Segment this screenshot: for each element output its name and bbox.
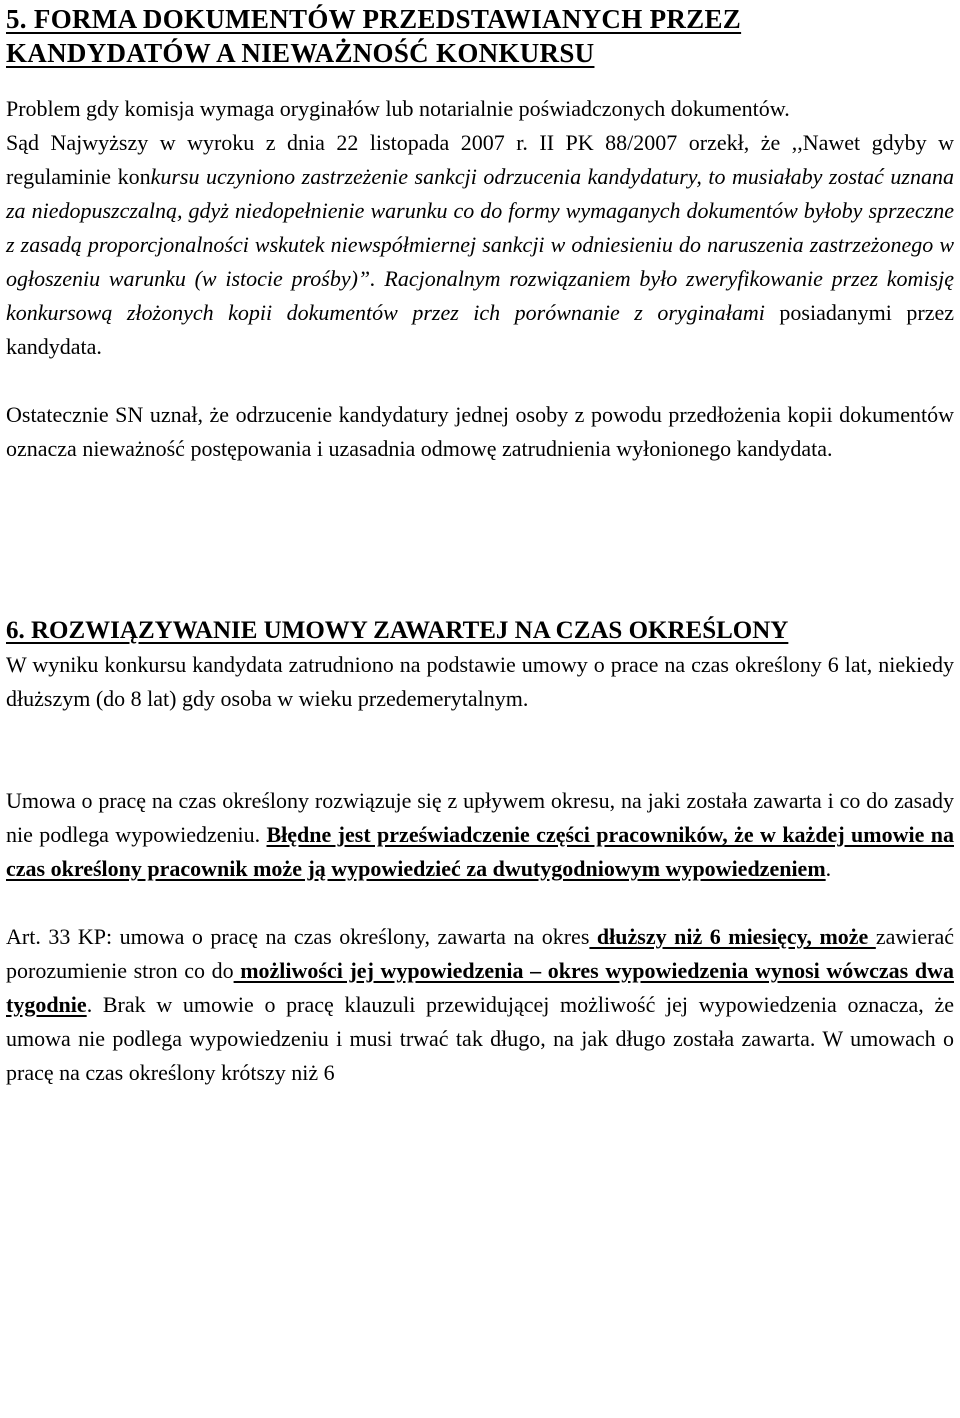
section-5-paragraph-2 — [6, 126, 954, 364]
article-33-emphasis-b: dłuższy niż 6 miesięcy, może — [589, 924, 876, 949]
section-6-paragraph-3 — [6, 920, 954, 1090]
ruling-quote-text: kursu uczyniono zastrzeżenie sankcji odrzucenia kandydatury, to musiałaby zostać uznana za niedopuszczalną, gdyż niedopełnienie warunku co do formy wymaganych dokumentów byłoby sprzeczne z zasadą proporcjonalności wskutek niewspółmiernej sankcji w odniesieniu do naruszenia zastrzeżonego w ogłoszeniu warunku (w istocie prośby)”. Racjonalnym rozwiązaniem było zweryfikowanie przez komisję konkursową złożonych kopii dokumentów przez ich porównanie z oryginałami — [6, 164, 954, 325]
section-6-title: 6. ROZWIĄZYWANIE UMOWY ZAWARTEJ NA CZAS OKREŚLONY — [6, 617, 789, 644]
section-5-title-line-1: 5. FORMA DOKUMENTÓW PRZEDSTAWIANYCH PRZEZ — [6, 4, 742, 34]
ruling-end-text: posiadanymi przez kandydata. — [6, 300, 954, 359]
section-5-paragraph-3: Ostatecznie SN uznał, że odrzucenie kandydatury jednej osoby z powodu przedłożenia kopii dokumentów oznacza nieważność postępowania i uzasadnia odmowę zatrudnienia wyłonionego kandydata. — [6, 402, 954, 461]
article-33-text-c: zawierać porozumienie stron co do — [6, 924, 954, 983]
section-6-paragraph-2 — [6, 784, 954, 886]
section-5-title — [6, 2, 954, 70]
document-page — [0, 2, 960, 1418]
section-6-paragraph-1: W wyniku konkursu kandydata zatrudniono na podstawie umowy o prace na czas określony 6 lat, niekiedy dłuższym (do 8 lat) gdy osoba w wieku przedemerytalnym. — [6, 652, 954, 711]
contract-plain-text: Umowa o pracę na czas określony rozwiązuje się z upływem okresu, na jaki została zawarta i co do zasady nie podlega wypowiedzeniu. — [6, 788, 954, 847]
contract-emphasis-text: Błędne jest przeświadczenie części pracowników, że w każdej umowie na czas określony pracownik może ją wypowiedzieć za dwutygodniowym wypowiedzeniem — [6, 822, 954, 881]
contract-end-text: . — [825, 856, 832, 881]
article-33-text-e: . Brak w umowie o pracę klauzuli przewidującej możliwość jej wypowiedzenia oznacza, że umowa nie podlega wypowiedzeniu i musi trwać tak długo, na jak długo została zawarta. W umowach o pracę na czas określony krótszy niż 6 — [6, 992, 954, 1085]
ruling-intro-text: Sąd Najwyższy w wyroku z dnia 22 listopada 2007 r. II PK 88/2007 orzekł, że ,,Nawet gdyby w regulaminie kon — [6, 130, 954, 189]
section-5-paragraph-1: Problem gdy komisja wymaga oryginałów lub notarialnie poświadczonych dokumentów. — [6, 96, 790, 121]
article-33-emphasis-d: możliwości jej wypowiedzenia – okres wypowiedzenia wynosi wówczas dwa tygodnie — [6, 958, 954, 1017]
article-33-text-a: Art. 33 KP: umowa o pracę na czas określony, zawarta na okres — [6, 924, 590, 949]
section-5-title-line-2: KANDYDATÓW A NIEWAŻNOŚĆ KONKURSU — [6, 38, 595, 68]
